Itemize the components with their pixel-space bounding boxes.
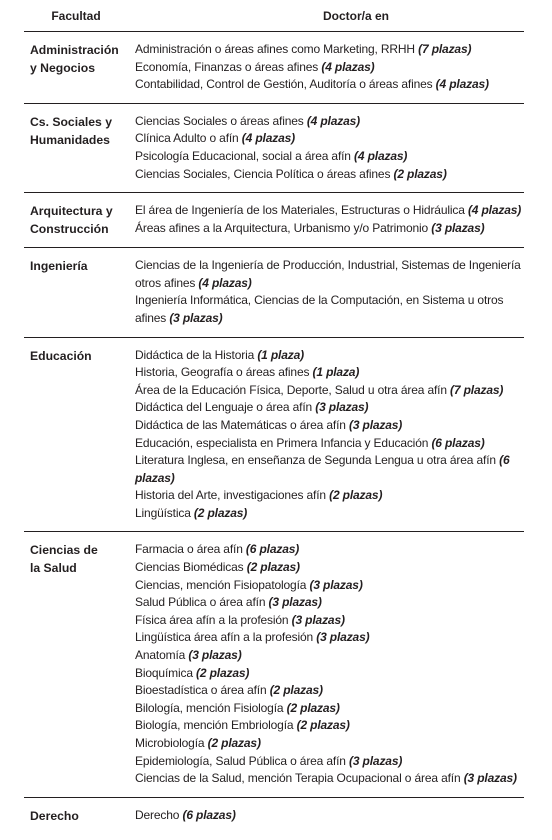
doctorate-field: Ciencias Sociales, Ciencia Política o áreas afines (135, 166, 394, 181)
places-count: (2 plazas) (269, 683, 323, 698)
doctorate-list (128, 807, 524, 825)
doctorate-field: Lingüística área afín a la profesión (135, 630, 317, 645)
places-count: (7 plazas) (418, 42, 472, 56)
doctorate-field: Ingeniería Informática, Ciencias de la Computación, en Sistema u otros afines (135, 293, 504, 325)
places-count: (4 plazas) (198, 275, 252, 290)
doctorate-item (135, 417, 524, 435)
doctorate-item (135, 220, 524, 238)
table-row (24, 104, 524, 193)
places-count: (3 plazas) (291, 612, 345, 627)
doctorate-field: Economía, Finanzas o áreas afines (135, 59, 322, 74)
doctorate-field: Literatura Inglesa, en enseñanza de Segunda Lengua u otra área afín (135, 453, 500, 468)
faculty-name-line: Administración (30, 43, 119, 57)
places-count: (4 plazas) (435, 77, 489, 92)
doctorate-item (135, 364, 524, 382)
places-count: (4 plazas) (321, 59, 375, 74)
places-count: (4 plazas) (354, 148, 408, 163)
places-count: (1 plaza) (257, 347, 304, 362)
doctorate-field: Ciencias Biomédicas (135, 560, 247, 575)
places-count: (2 plazas) (286, 700, 340, 715)
doctorate-list (128, 541, 524, 787)
doctorate-item (135, 717, 524, 735)
faculty-name (24, 113, 128, 183)
places-count: (2 plazas) (296, 718, 350, 733)
doctorate-item (135, 113, 524, 131)
doctorate-field: Historia, Geografía o áreas afines (135, 365, 313, 380)
doctorate-item (135, 629, 524, 647)
table-row (24, 32, 524, 104)
faculty-name-line: Ingeniería (30, 259, 88, 274)
doctorate-field: Didáctica de las Matemáticas o área afín (135, 417, 349, 432)
places-count: (3 plazas) (309, 577, 363, 592)
table-row (24, 248, 524, 337)
doctorate-item (135, 700, 524, 718)
faculty-name-line: Ciencias de (30, 543, 98, 558)
places-count: (4 plazas) (241, 131, 295, 146)
doctorate-item (135, 612, 524, 630)
faculty-name (24, 202, 128, 238)
faculty-name (24, 257, 128, 327)
table-row (24, 798, 524, 834)
doctorate-field: Historia del Arte, investigaciones afín (135, 488, 330, 503)
places-count: (2 plazas) (193, 505, 248, 520)
doctorate-list (128, 257, 524, 327)
doctorate-list (128, 113, 524, 183)
column-header-facultad: Facultad (51, 8, 101, 23)
places-count: (4 plazas) (467, 203, 522, 218)
table-row (24, 532, 524, 797)
doctorate-field: Derecho (135, 807, 183, 822)
faculty-name-line: Arquitectura y (30, 204, 113, 219)
doctorate-field: Didáctica de la Historia (135, 347, 258, 362)
doctorate-item (135, 559, 524, 577)
doctorate-field: Biología, mención Embriología (135, 718, 297, 733)
doctorate-item (135, 292, 524, 327)
places-count: (3 plazas) (463, 771, 517, 786)
doctorate-field: Ciencias, mención Fisiopatología (135, 577, 310, 592)
doctorate-item (135, 166, 524, 184)
table-row (24, 193, 524, 248)
places-count: (6 plazas) (431, 435, 485, 450)
places-count: (6 plazas) (245, 542, 300, 557)
doctorate-item (135, 505, 524, 523)
faculty-name (24, 41, 128, 94)
doctorate-field: Bilología, mención Fisiología (135, 700, 287, 715)
doctorate-item (135, 807, 524, 825)
places-count: (4 plazas) (306, 113, 360, 128)
places-count: (2 plazas) (207, 736, 261, 750)
places-count: (2 plazas) (393, 166, 447, 181)
doctorate-item (135, 541, 524, 559)
doctorate-field: El área de Ingeniería de los Materiales, Estructuras o Hidráulica (135, 203, 468, 218)
doctoral-positions-table (24, 0, 524, 834)
page-footer-mark (272, 834, 284, 840)
doctorate-item (135, 382, 524, 400)
faculty-name-line: Construcción (30, 222, 109, 237)
faculty-name-line: y Negocios (30, 61, 96, 75)
places-count: (3 plazas) (349, 753, 403, 768)
places-count: (3 plazas) (316, 630, 370, 645)
doctorate-field: Salud Pública o área afín (135, 595, 269, 610)
doctorate-item (135, 647, 524, 665)
places-count: (7 plazas) (450, 382, 504, 397)
doctorate-item (135, 130, 524, 148)
doctorate-field: Física área afín a la profesión (135, 612, 292, 627)
places-count: (2 plazas) (246, 560, 300, 575)
faculty-name-line: Humanidades (30, 132, 110, 147)
doctorate-field: Clínica Adulto o afín (135, 131, 242, 146)
doctorate-item (135, 76, 524, 94)
places-count: (2 plazas) (329, 488, 383, 503)
places-count: (6 plazas) (135, 453, 510, 485)
doctorate-field: Didáctica del Lenguaje o área afín (135, 400, 316, 415)
doctorate-field: Farmacia o área afín (135, 542, 246, 557)
places-count: (3 plazas) (348, 417, 403, 432)
doctorate-item (135, 487, 524, 505)
doctorate-item (135, 452, 524, 487)
doctorate-field: Lingüística (135, 505, 194, 520)
places-count: (3 plazas) (169, 310, 223, 325)
doctorate-item (135, 59, 524, 77)
doctorate-item (135, 257, 524, 292)
doctorate-item (135, 594, 524, 612)
places-count: (3 plazas) (315, 400, 369, 415)
doctorate-field: Ciencias de la Salud, mención Terapia Ocupacional o área afín (135, 771, 464, 786)
doctorate-field: Ciencias Sociales o áreas afines (135, 113, 307, 128)
faculty-name (24, 541, 128, 787)
faculty-name-line: Cs. Sociales y (30, 114, 112, 129)
doctorate-field: Microbiología (135, 736, 208, 750)
places-count: (2 plazas) (196, 665, 250, 680)
doctorate-item (135, 347, 524, 365)
doctorate-field: Ciencias de la Ingeniería de Producción, Industrial, Sistemas de Ingeniería otros afines (135, 258, 521, 290)
doctorate-field: Áreas afines a la Arquitectura, Urbanismo y/o Patrimonio (135, 220, 432, 235)
doctorate-field: Epidemiología, Salud Pública o área afín (135, 753, 349, 768)
faculty-name (24, 347, 128, 523)
places-count: (3 plazas) (431, 220, 485, 235)
faculty-name-line: Educación (30, 348, 92, 363)
doctorate-item (135, 41, 524, 59)
doctorate-item (135, 735, 524, 753)
doctorate-item (135, 682, 524, 700)
places-count: (3 plazas) (268, 595, 322, 610)
doctorate-field: Educación, especialista en Primera Infancia y Educación (135, 435, 432, 450)
column-header-doctor: Doctor/a en (322, 8, 389, 23)
doctorate-item (135, 435, 524, 453)
faculty-name-line: la Salud (30, 561, 77, 576)
doctorate-field: Contabilidad, Control de Gestión, Auditoría o áreas afines (135, 77, 436, 92)
doctorate-item (135, 770, 524, 788)
doctorate-list (128, 347, 524, 523)
doctorate-field: Anatomía (135, 648, 189, 663)
doctorate-item (135, 577, 524, 595)
faculty-name (24, 807, 128, 825)
doctorate-field: Administración o áreas afines como Marketing, RRHH (135, 42, 419, 56)
doctorate-list (128, 41, 524, 94)
places-count: (3 plazas) (188, 648, 242, 663)
doctorate-field: Psicología Educacional, social a área afín (135, 148, 355, 163)
places-count: (6 plazas) (182, 807, 236, 822)
doctorate-item (135, 665, 524, 683)
doctorate-field: Bioquímica (135, 665, 197, 680)
doctorate-list (128, 202, 524, 238)
doctorate-field: Bioestadística o área afín (135, 683, 270, 698)
faculty-name-line: Derecho (30, 808, 79, 823)
doctorate-item (135, 399, 524, 417)
doctorate-item (135, 753, 524, 771)
places-count: (1 plaza) (312, 365, 360, 380)
doctorate-item (135, 202, 524, 220)
table-row (24, 338, 524, 533)
table-body (24, 32, 524, 834)
doctorate-field: Área de la Educación Física, Deporte, Salud u otra área afín (135, 382, 451, 397)
doctorate-item (135, 148, 524, 166)
table-header (24, 0, 524, 32)
